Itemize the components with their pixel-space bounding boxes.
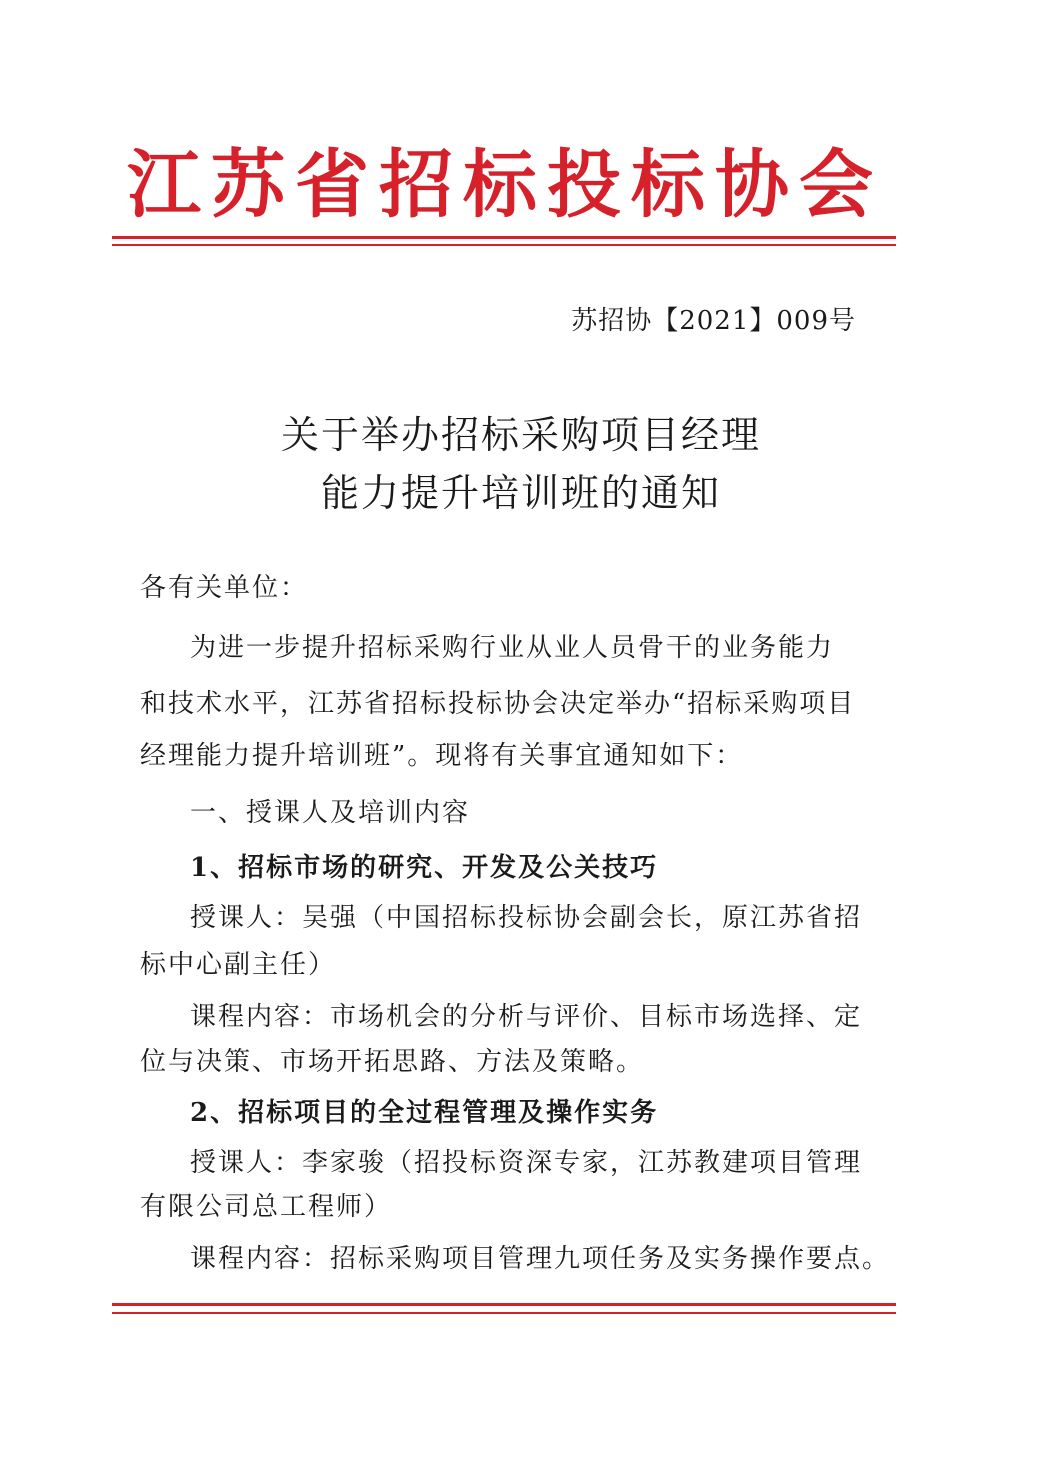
course-2-heading: 2、招标项目的全过程管理及操作实务 — [190, 1098, 659, 1128]
document-title-line-2: 能力提升培训班的通知 — [320, 471, 721, 515]
course-2-lecturer-line: 授课人：李家骏（招投标资深专家，江苏教建项目管理 — [190, 1148, 863, 1178]
course-2-content-line: 课程内容：招标采购项目管理九项任务及实务操作要点。 — [190, 1244, 891, 1274]
section-heading: 一、授课人及培训内容 — [190, 798, 471, 828]
course-2-lecturer-line: 有限公司总工程师） — [140, 1192, 393, 1222]
letterhead-divider-bottom — [112, 244, 896, 246]
course-1-lecturer-line: 标中心副主任） — [140, 950, 337, 980]
course-1-content-line: 位与决策、市场开拓思路、方法及策略。 — [140, 1047, 645, 1077]
footer-divider-bottom — [112, 1312, 896, 1314]
course-1-lecturer-line: 授课人：吴强（中国招标投标协会副会长，原江苏省招 — [190, 903, 863, 933]
document-number: 苏招协【2021】009号 — [571, 306, 856, 336]
course-1-heading: 1、招标市场的研究、开发及公关技巧 — [190, 853, 659, 883]
organization-letterhead: 江苏省招标投标协会 — [127, 142, 883, 228]
footer-divider-top — [112, 1303, 896, 1306]
document-title-line-1: 关于举办招标采购项目经理 — [280, 413, 761, 457]
letterhead-divider-top — [112, 236, 896, 239]
intro-paragraph-line: 为进一步提升招标采购行业从业人员骨干的业务能力 — [190, 633, 835, 663]
intro-paragraph-line: 和技术水平，江苏省招标投标协会决定举办“招标采购项目 — [140, 689, 856, 719]
intro-paragraph-line: 经理能力提升培训班”。现将有关事宜通知如下： — [140, 741, 744, 771]
salutation: 各有关单位： — [140, 573, 309, 603]
course-1-content-line: 课程内容：市场机会的分析与评价、目标市场选择、定 — [190, 1002, 863, 1032]
